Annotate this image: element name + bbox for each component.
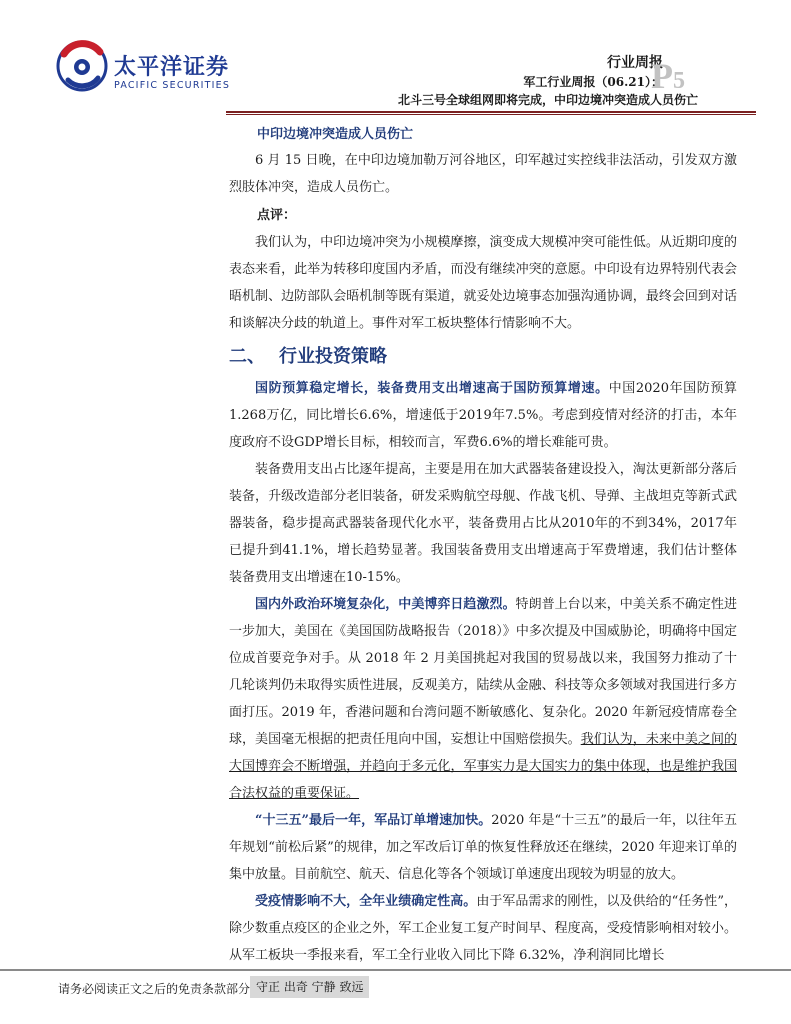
section-number: 二、	[229, 346, 265, 367]
sub-heading: 中印边境冲突造成人员伤亡	[257, 127, 414, 142]
section-title: 行业投资策略	[279, 346, 387, 367]
paragraph-geopolitics	[229, 591, 737, 807]
text-epidemic-impact: 由于军品需求的刚性，以及供给的“任务性”，除少数重点疫区的企业之外，军工企业复工复产时间早、程度高，受疫情影响相对较小。从军工板块一季报来看，军工全行业收入同比下降 6.32%，净利润同比增长	[229, 894, 737, 963]
footer-disclaimer: 请务必阅读正文之后的免责条款部分	[58, 982, 251, 996]
page-number	[651, 58, 685, 94]
report-body	[229, 121, 737, 969]
text-orders: 2020 年是“十三五”的最后一年，以往年五年规划“前松后紧”的规律，加之军改后订单的恢复性释放还在继续，2020 年迎来订单的集中放量。目前航空、航天、信息化等各个领域订单速度出现较为明显的放大。	[229, 813, 737, 882]
footer-motto: 守正 出奇 宁静 致远	[250, 976, 369, 998]
underlined-view: 我们认为，未来中美之间的大国博弈会不断增强，并趋向于多元化，军事实力是大国实力的集中体现，也是维护我国合法权益的重要保证。	[229, 732, 737, 801]
header-divider-thin	[226, 114, 756, 115]
paragraph-orders	[229, 807, 737, 888]
comment-label: 点评：	[257, 208, 297, 223]
page-digit: 5	[673, 68, 685, 94]
company-name-en: PACIFIC SECURITIES	[114, 80, 231, 91]
company-name-cn: 太平洋证券	[114, 55, 230, 80]
report-title: 北斗三号全球组网即将完成，中印边境冲突造成人员伤亡	[397, 93, 698, 107]
lead-epidemic-impact: 受疫情影响不大，全年业绩确定性高。	[255, 894, 477, 909]
page-letter: P	[651, 56, 673, 96]
report-type: 行业周报	[607, 55, 663, 71]
paragraph-defense-budget	[229, 375, 737, 456]
section-heading	[229, 343, 737, 371]
header-divider	[226, 111, 756, 113]
paragraph-event: 6 月 15 日晚，在中印边境加勒万河谷地区，印军越过实控线非法活动，引发双方激烈肢体冲突，造成人员伤亡。	[229, 153, 737, 195]
lead-defense-budget: 国防预算稳定增长，装备费用支出增速高于国防预算增速。	[255, 381, 609, 396]
lead-orders: “十三五”最后一年，军品订单增速加快。	[255, 813, 492, 828]
paragraph-comment: 我们认为，中印边境冲突为小规模摩擦，演变成大规模冲突可能性低。从近期印度的表态来看，此举为转移印度国内矛盾，而没有继续冲突的意愿。中印设有边界特别代表会晤机制、边防部队会晤机制等既有渠道，就妥处边境事态加强沟通协调，最终会回到对话和谈解决分歧的轨道上。事件对军工板块整体行情影响不大。	[229, 235, 737, 331]
lead-geopolitics: 国内外政治环境复杂化，中美博弈日趋激烈。	[255, 597, 516, 612]
text-geopolitics: 特朗普上台以来，中美关系不确定性进一步加大，美国在《美国国防战略报告（2018）》中多次提及中国威胁论，明确将中国定位成首要竞争对手。从 2018 年 2 月美国挑起对我国的贸易战以来，我国努力推动了十几轮谈判仍未取得实质性进展，反观美方，陆续从金融、科技等众多领域对我国进行多方面打压。2019 年，香港问题和台湾问题不断敏感化、复杂化。2020 年新冠疫情席卷全球，美国毫无根据的把责任甩向中国，妄想让中国赔偿损失。	[229, 597, 737, 747]
report-subtitle: 军工行业周报（06.21）：	[523, 75, 663, 89]
footer-divider	[0, 969, 791, 971]
paragraph-epidemic-impact	[229, 888, 737, 969]
text-defense-budget: 中国2020年国防预算1.268万亿，同比增长6.6%，增速低于2019年7.5%。考虑到疫情对经济的打击，本年度政府不设GDP增长目标，相较而言，军费6.6%的增长难能可贵。	[229, 381, 737, 450]
paragraph-equipment-spending: 装备费用支出占比逐年提高，主要是用在加大武器装备建设投入，淘汰更新部分落后装备，升级改造部分老旧装备，研发采购航空母舰、作战飞机、导弹、主战坦克等新式武器装备，稳步提高武器装备现代化水平，装备费用占比从2010年的不到34%，2017年已提升到41.1%，增长趋势显著。我国装备费用支出增速高于军费增速，我们估计整体装备费用支出增速在10-15%。	[229, 462, 737, 585]
